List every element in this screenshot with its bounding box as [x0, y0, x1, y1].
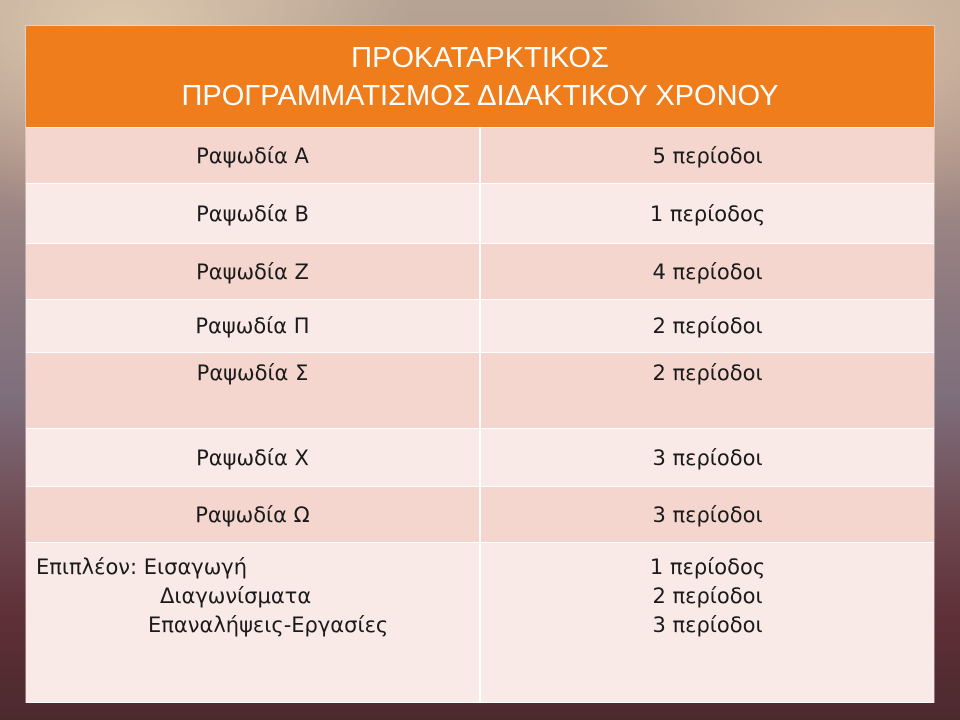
rhapsody-label: Ραψωδία Ω	[26, 487, 480, 543]
period-count: 2 περίοδοι	[480, 300, 934, 353]
extra-period-intro: 1 περίοδος	[649, 555, 766, 579]
title-line-2: ΠΡΟΓΡΑΜΜΑΤΙΣΜΟΣ ΔΙΔΑΚΤΙΚΟΥ ΧΡΟΝΟΥ	[181, 79, 779, 112]
extra-activities-cell	[26, 543, 480, 703]
table-row	[26, 487, 934, 543]
extra-label-intro: Επιπλέον: Εισαγωγή	[36, 555, 248, 579]
period-count: 1 περίοδος	[480, 184, 934, 244]
title-row	[26, 26, 934, 128]
table-row	[26, 353, 934, 429]
table-row-extra	[26, 543, 934, 703]
period-count: 4 περίοδοι	[480, 244, 934, 300]
table-row	[26, 429, 934, 487]
period-count: 3 περίοδοι	[480, 429, 934, 487]
rhapsody-label: Ραψωδία Β	[26, 184, 480, 244]
rhapsody-label: Ραψωδία Α	[26, 128, 480, 184]
extra-label-tests: Διαγωνίσματα	[160, 584, 312, 608]
rhapsody-label: Ραψωδία Π	[26, 300, 480, 353]
title-line-1: ΠΡΟΚΑΤΑΡΚΤΙΚΟΣ	[351, 41, 609, 74]
table-row	[26, 128, 934, 184]
table-row	[26, 184, 934, 244]
rhapsody-label: Ραψωδία Σ	[26, 353, 480, 429]
table-row	[26, 300, 934, 353]
extra-period-reviews: 3 περίοδοι	[652, 613, 763, 637]
extra-period-tests: 2 περίοδοι	[652, 584, 763, 608]
period-count: 2 περίοδοι	[480, 353, 934, 429]
slide	[26, 26, 934, 702]
period-count: 5 περίοδοι	[480, 128, 934, 184]
extra-label-reviews: Επαναλήψεις-Εργασίες	[148, 613, 389, 637]
slide-title	[26, 26, 934, 128]
table-row	[26, 244, 934, 300]
extra-periods-cell	[480, 543, 934, 703]
period-count: 3 περίοδοι	[480, 487, 934, 543]
schedule-table	[26, 26, 934, 703]
rhapsody-label: Ραψωδία Ζ	[26, 244, 480, 300]
rhapsody-label: Ραψωδία Χ	[26, 429, 480, 487]
